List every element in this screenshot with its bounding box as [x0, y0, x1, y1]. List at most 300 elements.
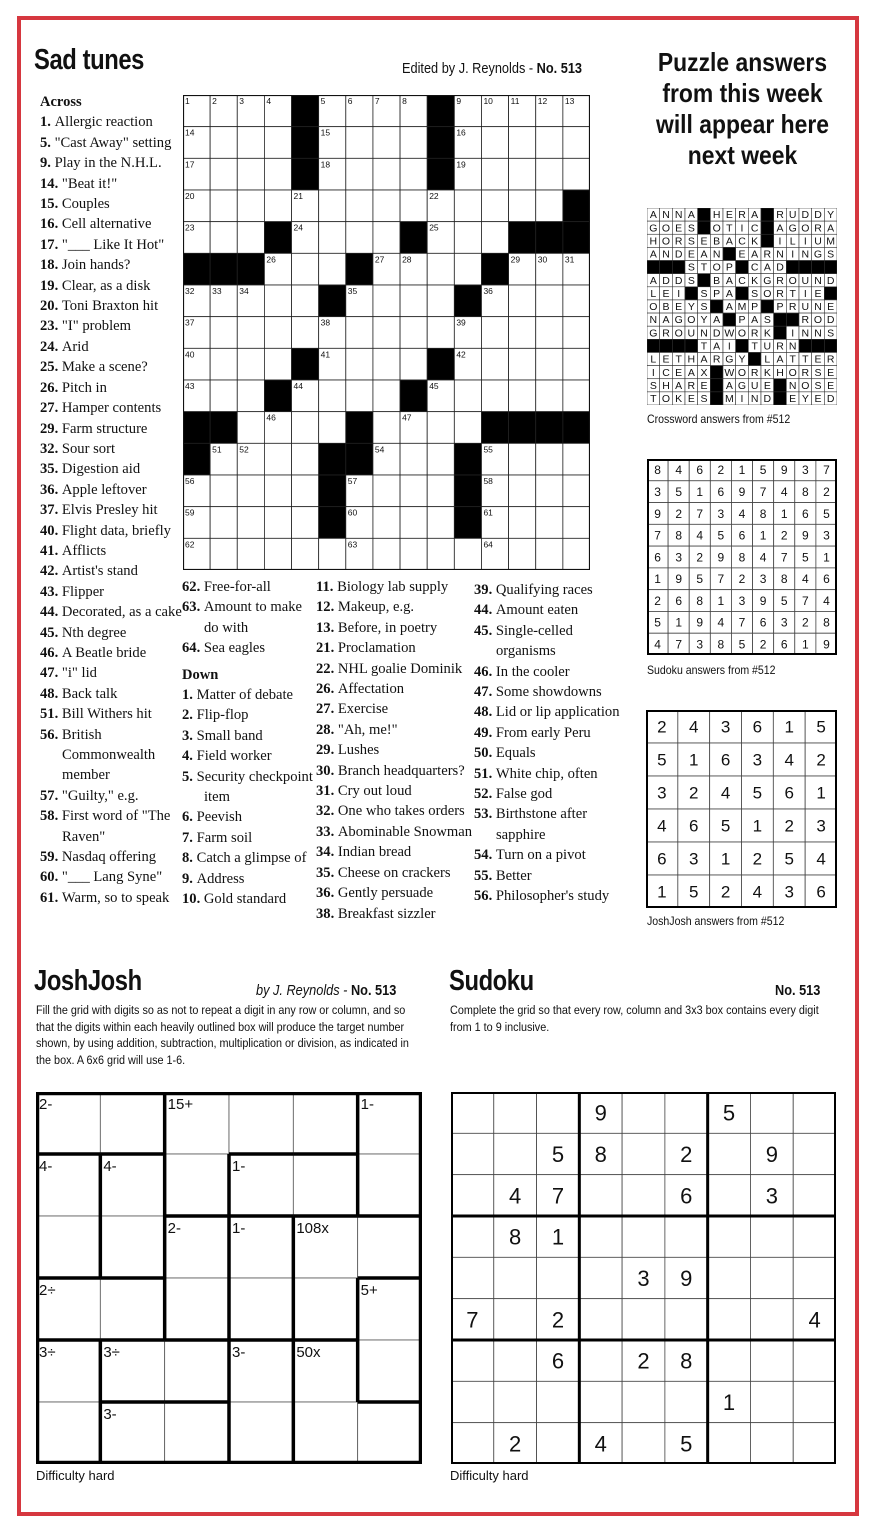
across-list [40, 112, 182, 908]
cage-label: 2- [39, 1096, 53, 1113]
clue-number: 24. [40, 338, 62, 355]
crossword-cell[interactable] [237, 348, 264, 380]
answer-letter: N [674, 209, 683, 222]
sudoku-cell[interactable] [622, 1423, 665, 1464]
joshjosh-cell[interactable] [100, 1216, 164, 1278]
joshjosh-cell[interactable] [229, 1092, 293, 1154]
sudoku-cell[interactable] [537, 1423, 580, 1464]
sudoku-cell[interactable] [793, 1381, 836, 1422]
crossword-cell[interactable] [481, 348, 508, 380]
crossword-cell-number: 42 [456, 349, 466, 360]
answer-letter: Y [738, 353, 746, 366]
crossword-cell[interactable] [373, 412, 400, 444]
digit: 1 [551, 1224, 565, 1250]
digit: 2 [801, 615, 809, 630]
answer-letter: W [724, 366, 735, 379]
sudoku-cell[interactable] [622, 1381, 665, 1422]
crossword-cell[interactable] [210, 348, 237, 380]
joshjosh-cell[interactable] [293, 1402, 357, 1464]
crossword-cell[interactable] [536, 348, 563, 380]
crossword-cell[interactable] [292, 538, 319, 570]
sudoku-cell[interactable] [750, 1340, 793, 1381]
crossword-cell[interactable] [563, 158, 590, 190]
sudoku-cell[interactable] [451, 1092, 494, 1133]
answer-letter: N [801, 327, 810, 340]
clue-number: 56. [40, 726, 62, 743]
crossword-cell[interactable] [346, 127, 373, 159]
joshjosh-cell[interactable] [165, 1154, 229, 1216]
sudoku-cell[interactable] [665, 1216, 708, 1257]
clue-item [40, 316, 182, 336]
crossword-cell[interactable] [264, 443, 291, 475]
crossword-cell[interactable] [264, 127, 291, 159]
sudoku-cell[interactable] [537, 1257, 580, 1298]
sudoku-cell[interactable] [750, 1381, 793, 1422]
crossword-cell[interactable] [210, 380, 237, 412]
sudoku-cell[interactable] [665, 1299, 708, 1340]
joshjosh-grid[interactable] [36, 1092, 422, 1464]
crossword-cell[interactable] [454, 222, 481, 254]
cage-label: 4- [39, 1158, 53, 1175]
crossword-cell[interactable] [536, 475, 563, 507]
crossword-cell[interactable] [292, 443, 319, 475]
answer-letter: T [700, 261, 708, 274]
crossword-grid[interactable] [183, 95, 590, 570]
crossword-cell[interactable] [536, 190, 563, 222]
clue-number: 62. [182, 579, 204, 595]
sudoku-cell[interactable] [622, 1299, 665, 1340]
crossword-cell[interactable] [400, 190, 427, 222]
sudoku-cell[interactable] [750, 1299, 793, 1340]
joshjosh-cell[interactable] [100, 1278, 164, 1340]
crossword-cell[interactable] [536, 443, 563, 475]
clue-number: 37. [40, 502, 62, 519]
crossword-cell[interactable] [210, 475, 237, 507]
sudoku-cell[interactable] [793, 1423, 836, 1464]
answer-letter: O [649, 301, 658, 314]
crossword-cell[interactable] [319, 222, 346, 254]
crossword-block [400, 222, 427, 254]
crossword-cell[interactable] [509, 348, 536, 380]
sudoku-cell[interactable] [622, 1133, 665, 1174]
crossword-cell[interactable] [509, 317, 536, 349]
crossword-cell[interactable] [373, 380, 400, 412]
crossword-cell[interactable] [400, 127, 427, 159]
crossword-cell[interactable] [454, 412, 481, 444]
digit: 2 [680, 1141, 693, 1167]
clue-item [40, 500, 182, 520]
crossword-cell[interactable] [210, 317, 237, 349]
crossword-cell[interactable] [373, 538, 400, 570]
crossword-cell[interactable] [237, 222, 264, 254]
clue-text: Lid or lip application [495, 704, 620, 721]
joshjosh-cell[interactable] [36, 1402, 100, 1464]
crossword-cell[interactable] [563, 317, 590, 349]
sudoku-cell[interactable] [708, 1423, 751, 1464]
digit: 1 [722, 1389, 736, 1415]
clue-number: 10. [182, 891, 204, 908]
crossword-cell[interactable] [481, 127, 508, 159]
answer-letter: T [751, 340, 758, 353]
crossword-cell[interactable] [237, 507, 264, 539]
crossword-cell[interactable] [427, 253, 454, 285]
crossword-cell[interactable] [373, 475, 400, 507]
clue-item [474, 866, 620, 886]
crossword-cell[interactable] [292, 507, 319, 539]
clue-item [316, 842, 472, 862]
cage-label: 1- [232, 1158, 246, 1175]
clue-text: "Ah, me!" [337, 721, 398, 738]
crossword-cell[interactable] [536, 317, 563, 349]
crossword-cell[interactable] [400, 507, 427, 539]
crossword-cell[interactable] [481, 158, 508, 190]
crossword-cell[interactable] [346, 348, 373, 380]
crossword-cell[interactable] [264, 158, 291, 190]
sudoku-cell[interactable] [451, 1381, 494, 1422]
crossword-cell[interactable] [427, 317, 454, 349]
clue-text: Hamper contents [61, 400, 162, 417]
clue-number: 52. [474, 786, 496, 803]
clue-item [474, 764, 620, 784]
crossword-cell[interactable] [373, 317, 400, 349]
joshjosh-cell[interactable] [229, 1402, 293, 1464]
sudoku-cell[interactable] [665, 1381, 708, 1422]
clue-item [316, 597, 472, 617]
crossword-cell[interactable] [481, 317, 508, 349]
crossword-cell[interactable] [536, 507, 563, 539]
answer-block [748, 352, 761, 365]
crossword-cell[interactable] [319, 412, 346, 444]
digit: 6 [720, 750, 731, 770]
answer-letter: L [650, 287, 657, 300]
crossword-cell[interactable] [264, 285, 291, 317]
answer-letter: D [814, 209, 822, 222]
digit: 1 [654, 572, 661, 587]
crossword-cell[interactable] [454, 380, 481, 412]
crossword-cell[interactable] [346, 317, 373, 349]
crossword-cell[interactable] [400, 317, 427, 349]
crossword-cell[interactable] [427, 285, 454, 317]
crossword-cell[interactable] [563, 127, 590, 159]
sudoku-cell[interactable] [750, 1092, 793, 1133]
digit: 6 [823, 572, 830, 587]
crossword-cell[interactable] [210, 127, 237, 159]
joshjosh-cell[interactable] [358, 1154, 422, 1216]
crossword-cell[interactable] [563, 538, 590, 570]
crossword-cell[interactable] [509, 443, 536, 475]
answer-letter: U [801, 301, 810, 314]
clue-item [182, 638, 317, 658]
joshjosh-cell[interactable] [293, 1092, 357, 1154]
clue-number: 53. [474, 806, 496, 823]
answer-block [774, 326, 787, 339]
clue-number: 57. [40, 787, 62, 804]
crossword-cell[interactable] [346, 190, 373, 222]
crossword-cell[interactable] [400, 158, 427, 190]
digit: 8 [738, 550, 746, 565]
joshjosh-cell[interactable] [358, 1340, 422, 1402]
crossword-block [536, 222, 563, 254]
crossword-cell[interactable] [509, 158, 536, 190]
joshjosh-cell[interactable] [165, 1340, 229, 1402]
crossword-cell[interactable] [509, 475, 536, 507]
sudoku-cell[interactable] [537, 1092, 580, 1133]
crossword-cell-number: 24 [293, 222, 304, 233]
joshjosh-cell[interactable] [358, 1402, 422, 1464]
sudoku-cell[interactable] [750, 1216, 793, 1257]
crossword-block [427, 95, 454, 127]
crossword-block [346, 253, 373, 285]
crossword-cell[interactable] [509, 127, 536, 159]
sudoku-cell[interactable] [708, 1299, 751, 1340]
crossword-cell[interactable] [563, 475, 590, 507]
crossword-cell-number: 11 [510, 96, 520, 106]
crossword-cell[interactable] [481, 190, 508, 222]
crossword-cell[interactable] [563, 285, 590, 317]
crossword-cell[interactable] [210, 158, 237, 190]
crossword-number: No. 513 [536, 60, 583, 77]
sudoku-cell[interactable] [750, 1257, 793, 1298]
answer-block [647, 339, 660, 352]
crossword-cell[interactable] [346, 222, 373, 254]
crossword-cell[interactable] [319, 253, 346, 285]
crossword-cell-number: 23 [185, 222, 195, 233]
answer-letter: H [687, 353, 696, 366]
joshjosh-cell[interactable] [358, 1216, 422, 1278]
crossword-cell[interactable] [400, 348, 427, 380]
joshjosh-cell[interactable] [36, 1216, 100, 1278]
crossword-cell[interactable] [509, 285, 536, 317]
digit: 2 [696, 550, 704, 565]
crossword-cell[interactable] [509, 507, 536, 539]
sudoku-cell[interactable] [579, 1381, 622, 1422]
sudoku-cell[interactable] [793, 1340, 836, 1381]
crossword-cell-number: 10 [483, 96, 493, 106]
sudoku-cell[interactable] [579, 1257, 622, 1298]
joshjosh-cell[interactable] [165, 1402, 229, 1464]
crossword-cell[interactable] [292, 317, 319, 349]
crossword-cell[interactable] [319, 190, 346, 222]
sudoku-cell[interactable] [708, 1257, 751, 1298]
answer-letter: T [675, 353, 682, 366]
crossword-cell[interactable] [264, 317, 291, 349]
sudoku-cell[interactable] [579, 1340, 622, 1381]
joshjosh-cell[interactable] [293, 1154, 357, 1216]
sudoku-cell[interactable] [579, 1175, 622, 1216]
answer-letter: B [713, 235, 721, 248]
sudoku-cell[interactable] [708, 1133, 751, 1174]
digit: 5 [759, 463, 767, 478]
crossword-cell[interactable] [563, 443, 590, 475]
joshjosh-cell[interactable] [100, 1092, 164, 1154]
crossword-cell[interactable] [400, 538, 427, 570]
crossword-cell[interactable] [509, 380, 536, 412]
digit: 9 [654, 506, 661, 521]
crossword-cell[interactable] [237, 317, 264, 349]
crossword-cell-number: 12 [537, 96, 548, 106]
crossword-cell[interactable] [210, 222, 237, 254]
crossword-cell[interactable] [400, 443, 427, 475]
clue-number: 2. [182, 707, 197, 724]
crossword-cell[interactable] [427, 507, 454, 539]
joshjosh-cell[interactable] [293, 1278, 357, 1340]
answer-letter: A [776, 353, 784, 366]
answer-letter: G [737, 379, 747, 392]
sudoku-cell[interactable] [622, 1175, 665, 1216]
crossword-cell[interactable] [373, 285, 400, 317]
clue-text: From early Peru [495, 724, 591, 741]
crossword-cell[interactable] [427, 538, 454, 570]
crossword-cell[interactable] [346, 380, 373, 412]
crossword-cell[interactable] [237, 538, 264, 570]
answer-letter: W [724, 327, 735, 340]
crossword-cell[interactable] [481, 380, 508, 412]
crossword-block [292, 158, 319, 190]
crossword-cell[interactable] [319, 380, 346, 412]
crossword-cell[interactable] [237, 475, 264, 507]
crossword-cell[interactable] [210, 538, 237, 570]
crossword-cell[interactable] [373, 348, 400, 380]
crossword-cell[interactable] [454, 253, 481, 285]
answer-letter: E [814, 353, 822, 366]
sudoku-cell[interactable] [708, 1216, 751, 1257]
sudoku-cell[interactable] [537, 1381, 580, 1422]
sudoku-cell[interactable] [451, 1133, 494, 1174]
crossword-cell[interactable] [563, 380, 590, 412]
sudoku-cell[interactable] [494, 1299, 537, 1340]
sudoku-cell[interactable] [622, 1216, 665, 1257]
answer-letter: S [700, 287, 708, 300]
crossword-cell[interactable] [237, 190, 264, 222]
crossword-cell[interactable] [264, 538, 291, 570]
answer-letter: N [712, 248, 721, 261]
clue-text: Amount to make [203, 599, 302, 616]
sudoku-cell[interactable] [665, 1092, 708, 1133]
sudoku-cell[interactable] [708, 1340, 751, 1381]
crossword-cell[interactable] [454, 190, 481, 222]
digit: 5 [654, 615, 661, 630]
clue-number: 61. [40, 889, 62, 906]
sudoku-cell[interactable] [793, 1216, 836, 1257]
crossword-cell[interactable] [210, 190, 237, 222]
digit: 6 [689, 816, 699, 836]
digit: 1 [689, 750, 699, 770]
answer-letter: G [649, 327, 658, 340]
crossword-cell[interactable] [400, 475, 427, 507]
crossword-cell[interactable] [346, 158, 373, 190]
crossword-cell[interactable] [264, 507, 291, 539]
sudoku-cell[interactable] [793, 1133, 836, 1174]
crossword-cell[interactable] [536, 538, 563, 570]
crossword-cell[interactable] [536, 285, 563, 317]
clue-text: Flight data, briefly [61, 522, 171, 539]
crossword-cell[interactable] [509, 190, 536, 222]
crossword-block [183, 412, 210, 444]
sudoku-cell[interactable] [451, 1175, 494, 1216]
sudoku-cell[interactable] [494, 1257, 537, 1298]
crossword-cell[interactable] [509, 538, 536, 570]
digit: 3 [654, 484, 661, 499]
sudoku-cell[interactable] [494, 1340, 537, 1381]
crossword-cell[interactable] [536, 158, 563, 190]
clue-number: 41. [40, 542, 62, 559]
crossword-cell-number: 45 [429, 381, 439, 391]
clue-item [182, 848, 317, 868]
clue-text: Warm, so to speak [61, 889, 170, 906]
crossword-cell[interactable] [481, 222, 508, 254]
crossword-cell[interactable] [536, 127, 563, 159]
sudoku-cell[interactable] [451, 1340, 494, 1381]
sudoku-cell[interactable] [494, 1133, 537, 1174]
crossword-cell[interactable] [264, 348, 291, 380]
sudoku-cell[interactable] [750, 1423, 793, 1464]
crossword-cell[interactable] [536, 380, 563, 412]
crossword-cell[interactable] [563, 507, 590, 539]
crossword-cell[interactable] [427, 412, 454, 444]
crossword-cell[interactable] [292, 412, 319, 444]
joshjosh-cell[interactable] [229, 1278, 293, 1340]
crossword-cell[interactable] [237, 127, 264, 159]
crossword-cell[interactable] [292, 253, 319, 285]
crossword-cell[interactable] [454, 538, 481, 570]
crossword-cell[interactable] [210, 507, 237, 539]
sudoku-cell[interactable] [494, 1381, 537, 1422]
sudoku-cell[interactable] [622, 1092, 665, 1133]
crossword-cell[interactable] [563, 348, 590, 380]
crossword-cell[interactable] [373, 222, 400, 254]
sudoku-cell[interactable] [579, 1216, 622, 1257]
answer-letter: T [700, 340, 708, 353]
clue-text: Decorated, as a cake [61, 604, 182, 621]
joshjosh-cell[interactable] [165, 1278, 229, 1340]
clue-item [40, 255, 182, 275]
clue-text: Birthstone after [495, 806, 588, 823]
clue-number: 3. [182, 727, 197, 744]
crossword-cell[interactable] [373, 507, 400, 539]
crossword-cell[interactable] [292, 285, 319, 317]
crossword-cell[interactable] [373, 190, 400, 222]
sudoku-cell[interactable] [708, 1175, 751, 1216]
crossword-cell[interactable] [373, 158, 400, 190]
crossword-cell[interactable] [292, 475, 319, 507]
clues-col3 [316, 577, 472, 924]
sudoku-cell[interactable] [451, 1216, 494, 1257]
digit: 6 [551, 1348, 565, 1374]
crossword-cell[interactable] [400, 285, 427, 317]
answer-block [723, 247, 736, 260]
sudoku-cell[interactable] [451, 1423, 494, 1464]
crossword-cell[interactable] [264, 190, 291, 222]
sudoku-cell[interactable] [793, 1175, 836, 1216]
sudoku-cell[interactable] [793, 1257, 836, 1298]
crossword-cell[interactable] [427, 443, 454, 475]
sudoku-grid[interactable] [451, 1092, 836, 1464]
crossword-cell[interactable] [319, 538, 346, 570]
answer-letter: D [674, 248, 683, 261]
crossword-cell[interactable] [237, 412, 264, 444]
crossword-cell[interactable] [237, 158, 264, 190]
crossword-cell[interactable] [427, 475, 454, 507]
sudoku-cell[interactable] [579, 1299, 622, 1340]
crossword-cell[interactable] [237, 380, 264, 412]
sudoku-cell[interactable] [793, 1092, 836, 1133]
clue-number: 42. [40, 563, 62, 580]
sudoku-cell[interactable] [451, 1257, 494, 1298]
crossword-cell[interactable] [264, 475, 291, 507]
crossword-cell-number: 39 [456, 317, 466, 328]
sudoku-cell[interactable] [494, 1092, 537, 1133]
crossword-cell[interactable] [373, 127, 400, 159]
